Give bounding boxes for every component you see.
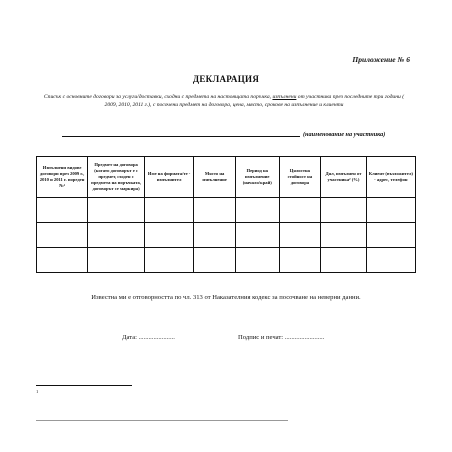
table-cell[interactable]	[366, 223, 415, 248]
table-cell[interactable]	[235, 198, 279, 223]
participant-name-label: (наименование на участника)	[303, 131, 386, 138]
participant-name-line	[62, 136, 300, 137]
table-cell[interactable]	[321, 223, 366, 248]
table-cell[interactable]	[235, 248, 279, 273]
table-cell[interactable]	[145, 223, 194, 248]
column-header: Период на изпълнение (начало/край)	[235, 157, 279, 198]
signature-field: Подпис и печат: ........................	[238, 334, 325, 341]
table-cell[interactable]	[37, 223, 88, 248]
table-cell[interactable]	[366, 198, 415, 223]
table-cell[interactable]	[279, 198, 321, 223]
table-cell[interactable]	[145, 248, 194, 273]
table-cell[interactable]	[88, 248, 145, 273]
table-cell[interactable]	[321, 198, 366, 223]
column-header: Клиент (възложител) - адрес, телефон	[366, 157, 415, 198]
intro-paragraph	[38, 93, 410, 109]
bottom-rule	[36, 420, 288, 421]
table-row	[37, 223, 416, 248]
table-cell[interactable]	[279, 248, 321, 273]
table-cell[interactable]	[145, 198, 194, 223]
table-cell[interactable]	[194, 198, 236, 223]
table-cell[interactable]	[194, 223, 236, 248]
table-cell[interactable]	[235, 223, 279, 248]
intro-text-part1: Списък с основните договори за услуги/доставки, сходни с предмета на настоящата поръчка,	[43, 94, 273, 100]
table-cell[interactable]	[321, 248, 366, 273]
intro-underlined-word: изпълнени	[272, 94, 297, 100]
annex-label: Приложение № 6	[352, 55, 410, 64]
column-header: Дял, изпълнен от участника² (%)	[321, 157, 366, 198]
table-cell[interactable]	[366, 248, 415, 273]
table-header-row	[37, 157, 416, 198]
table-cell[interactable]	[88, 198, 145, 223]
table-cell[interactable]	[279, 223, 321, 248]
participant-name-row	[62, 128, 410, 138]
liability-notice: Известна ми е отговорността по чл. 313 от Наказателния кодекс за посочване на неверни данни.	[91, 294, 361, 301]
date-field: Дата: ......................	[122, 334, 175, 341]
footnote-separator	[36, 385, 132, 386]
table-cell[interactable]	[37, 198, 88, 223]
table-cell[interactable]	[194, 248, 236, 273]
intro-text-part2: от участника през последните три години ( 2009, 2010, 2011 г.), с посочени предмет на договора, цена, място, срокове на изпълнение и клиенти	[104, 94, 405, 108]
column-header: Име на фирмата/те - изпълнител	[145, 157, 194, 198]
footnote-mark: 1	[36, 389, 39, 394]
document-title: ДЕКЛАРАЦИЯ	[192, 74, 260, 84]
column-header: Изпълнени видове договори през 2009 г., 2010 и 2011 г. пореден №¹	[37, 157, 88, 198]
contracts-table	[36, 156, 416, 273]
column-header: Цялостна стойност на договора	[279, 157, 321, 198]
table-row	[37, 198, 416, 223]
table-cell[interactable]	[88, 223, 145, 248]
table-row	[37, 248, 416, 273]
column-header: Предмет на договора (когато договорът е с предмет, сходен с предмета на поръчката, договорът се маркира)	[88, 157, 145, 198]
table-cell[interactable]	[37, 248, 88, 273]
column-header: Място на изпълнение	[194, 157, 236, 198]
